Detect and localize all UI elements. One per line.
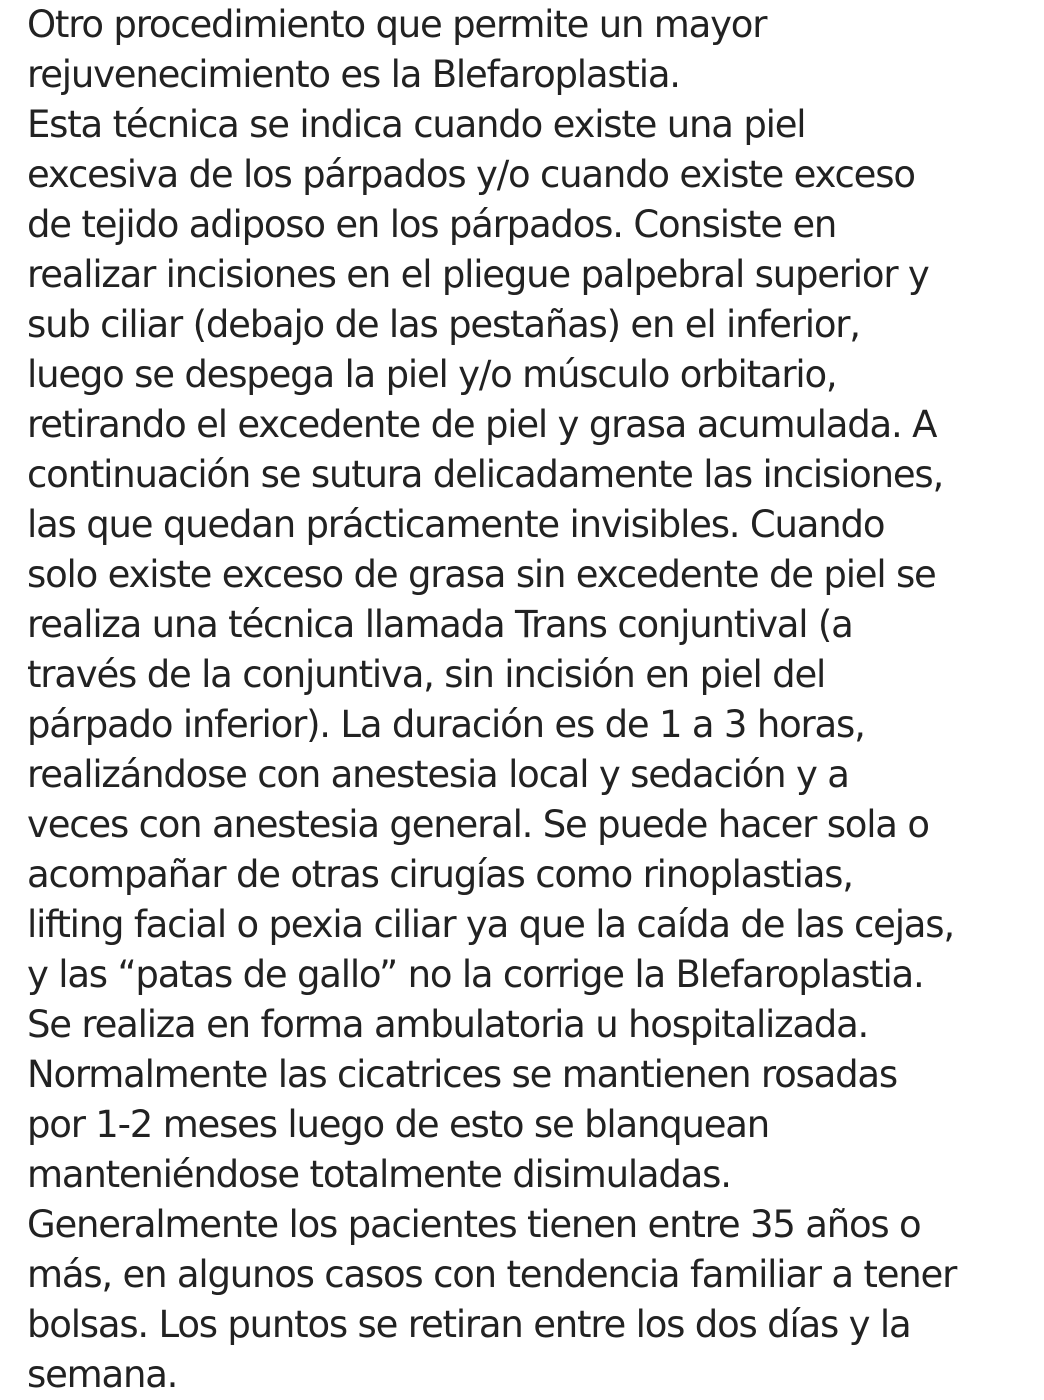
text-line: párpado inferior). La duración es de 1 a 3 horas,: [27, 703, 865, 746]
text-line: sub ciliar (debajo de las pestañas) en el inferior,: [27, 303, 860, 346]
text-line: por 1-2 meses luego de esto se blanquean: [27, 1103, 770, 1146]
text-line: Se realiza en forma ambulatoria u hospitalizada.: [27, 1003, 869, 1046]
text-line: más, en algunos casos con tendencia familiar a tener: [27, 1253, 957, 1296]
text-line: semana.: [27, 1353, 178, 1396]
text-line: acompañar de otras cirugías como rinoplastias,: [27, 853, 853, 896]
text-line: veces con anestesia general. Se puede hacer sola o: [27, 803, 929, 846]
text-line: continuación se sutura delicadamente las incisiones,: [27, 453, 944, 496]
text-line: y las “patas de gallo” no la corrige la Blefaroplastia.: [27, 953, 924, 996]
text-line: Normalmente las cicatrices se mantienen rosadas: [27, 1053, 897, 1096]
text-line: de tejido adiposo en los párpados. Consiste en: [27, 203, 837, 246]
text-line: manteniéndose totalmente disimuladas.: [27, 1153, 731, 1196]
text-line: lifting facial o pexia ciliar ya que la caída de las cejas,: [27, 903, 954, 946]
text-line: realizándose con anestesia local y sedación y a: [27, 753, 849, 796]
text-line: las que quedan prácticamente invisibles. Cuando: [27, 503, 885, 546]
text-line: través de la conjuntiva, sin incisión en piel del: [27, 653, 826, 696]
text-line: Otro procedimiento que permite un mayor: [27, 3, 767, 46]
text-line: retirando el excedente de piel y grasa acumulada. A: [27, 403, 937, 446]
text-line: Generalmente los pacientes tienen entre 35 años o: [27, 1203, 921, 1246]
text-line: excesiva de los párpados y/o cuando existe exceso: [27, 153, 915, 196]
text-line: solo existe exceso de grasa sin excedente de piel se: [27, 553, 936, 596]
text-line: rejuvenecimiento es la Blefaroplastia.: [27, 53, 680, 96]
text-line: luego se despega la piel y/o músculo orbitario,: [27, 353, 837, 396]
document-body: [27, 0, 1032, 1400]
text-line: realizar incisiones en el pliegue palpebral superior y: [27, 253, 929, 296]
text-line: bolsas. Los puntos se retiran entre los dos días y la: [27, 1303, 911, 1346]
text-line: realiza una técnica llamada Trans conjuntival (a: [27, 603, 853, 646]
text-line: Esta técnica se indica cuando existe una piel: [27, 103, 806, 146]
